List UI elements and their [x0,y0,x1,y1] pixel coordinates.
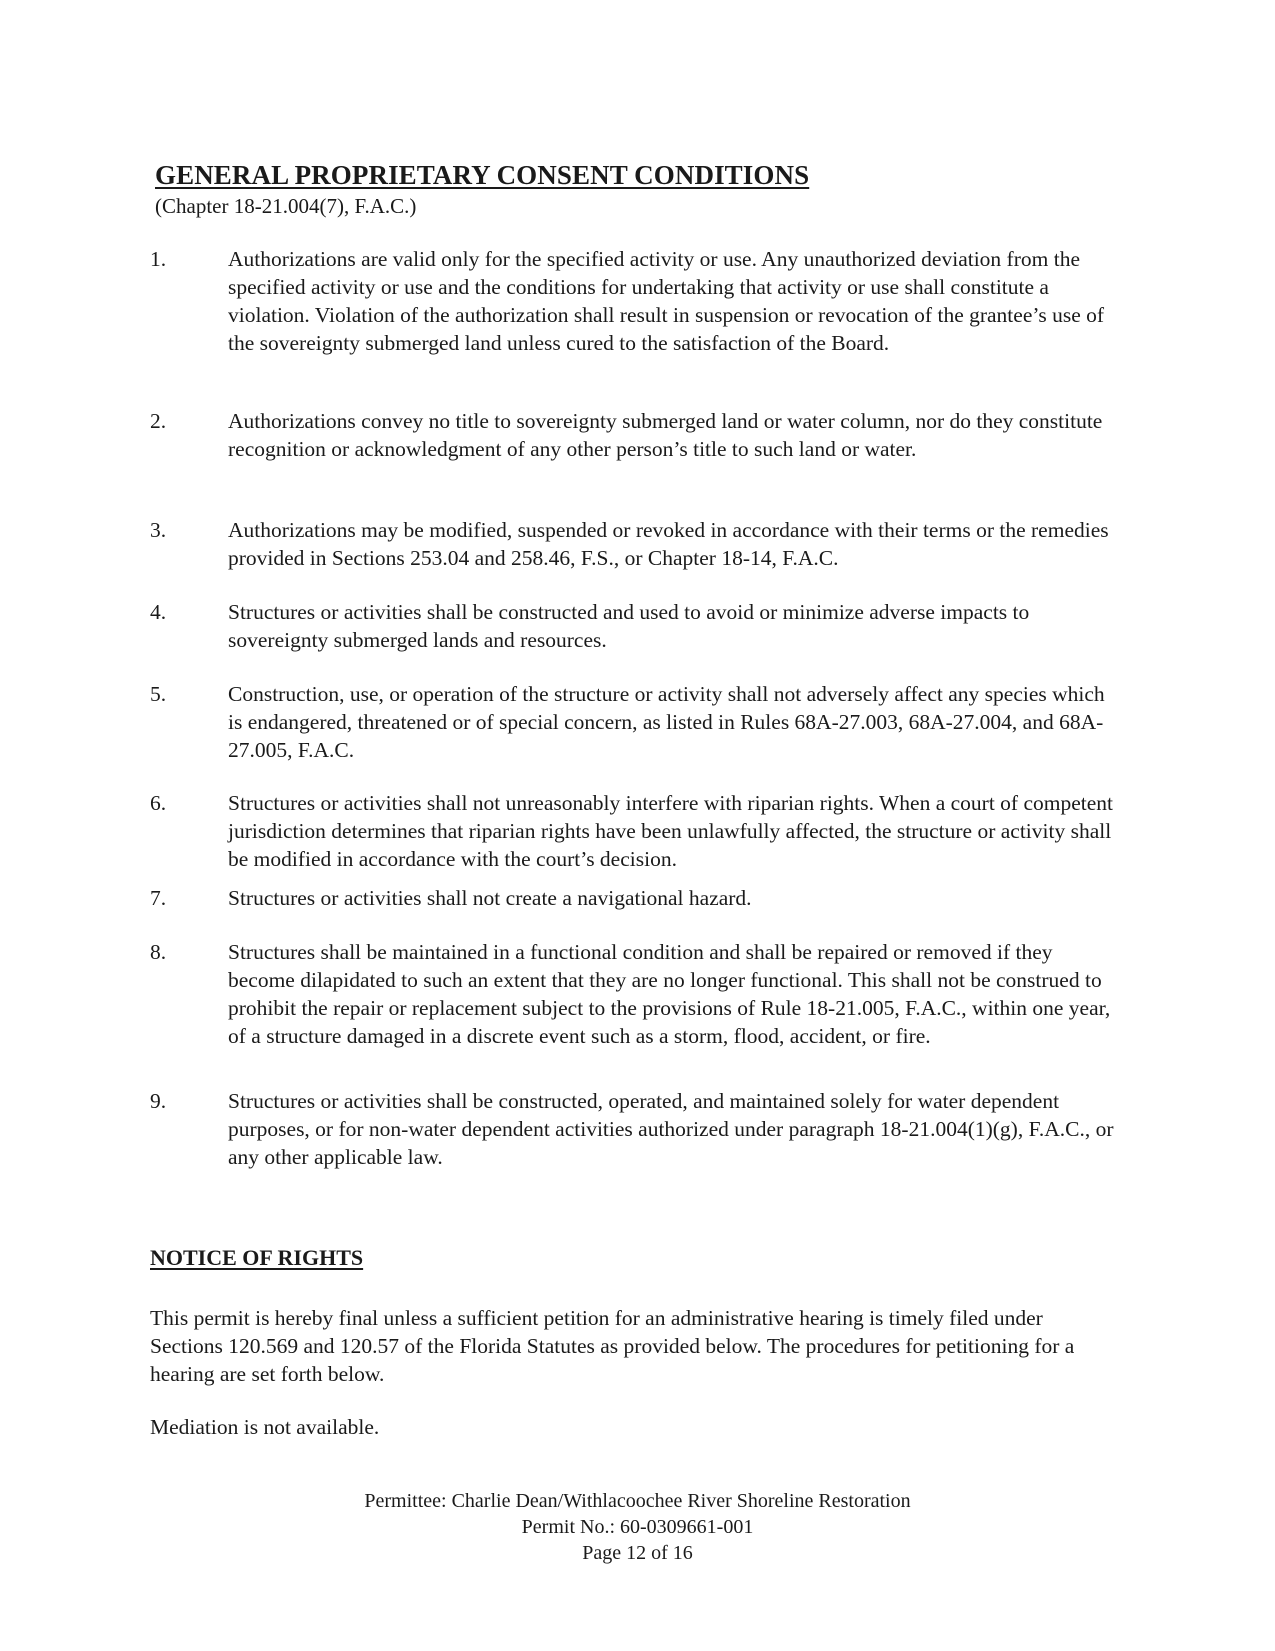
condition-text: Structures or activities shall be constructed, operated, and maintained solely for water dependent purposes, or for non-water dependent activities authorized under paragraph 18-21.004(1)(g), F.A.C., or any other applicable law. [228,1089,1114,1169]
condition-number: 1. [150,247,167,271]
page-title: GENERAL PROPRIETARY CONSENT CONDITIONS [155,160,810,190]
condition-text: Authorizations convey no title to sovereignty submerged land or water column, nor do they constitute recognition or acknowledgment of any other person’s title to such land or water. [228,409,1103,461]
footer-permit-number: Permit No.: 60-0309661-001 [521,1516,754,1538]
condition-text: Authorizations may be modified, suspended or revoked in accordance with their terms or the remedies provided in Sections 253.04 and 258.46, F.S., or Chapter 18-14, F.A.C. [228,518,1109,570]
condition-number: 9. [150,1089,167,1113]
condition-text: Structures or activities shall not unreasonably interfere with riparian rights. When a court of competent jurisdiction determines that riparian rights have been unlawfully affected, the structure or activity shall be modified in accordance with the court’s decision. [228,791,1114,871]
condition-number: 7. [150,886,167,910]
condition-number: 3. [150,518,167,542]
page-footer [0,1488,1275,1566]
condition-number: 4. [150,600,167,624]
condition-text: Structures shall be maintained in a functional condition and shall be repaired or removed if they become dilapidated to such an extent that they are no longer functional. This shall not be construed to prohibit the repair or replacement subject to the provisions of Rule 18-21.005, F.A.C., within one year, of a structure damaged in a discrete event such as a storm, flood, accident, or fire. [228,940,1111,1048]
page-subtitle: (Chapter 18-21.004(7), F.A.C.) [155,194,417,218]
condition-text: Construction, use, or operation of the structure or activity shall not adversely affect any species which is endangered, threatened or of special concern, as listed in Rules 68A-27.003, 68A-27.004, and 68A-27.005, F.A.C. [228,682,1105,762]
footer-page-number: Page 12 of 16 [582,1542,693,1564]
mediation-paragraph: Mediation is not available. [150,1415,380,1439]
condition-text: Structures or activities shall not create a navigational hazard. [228,886,752,910]
condition-number: 5. [150,682,167,706]
notice-paragraph: This permit is hereby final unless a sufficient petition for an administrative hearing is timely filed under Sections 120.569 and 120.57 of the Florida Statutes as provided below. The procedures for petitioning for a hearing are set forth below. [150,1306,1075,1386]
notice-of-rights-heading: NOTICE OF RIGHTS [150,1245,364,1270]
footer-permittee: Permittee: Charlie Dean/Withlacoochee River Shoreline Restoration [364,1490,911,1512]
condition-number: 8. [150,940,167,964]
condition-number: 6. [150,791,167,815]
condition-text: Authorizations are valid only for the specified activity or use. Any unauthorized deviation from the specified activity or use and the conditions for undertaking that activity or use shall constitute a violation. Violation of the authorization shall result in suspension or revocation of the grantee’s use of the sovereignty submerged land unless cured to the satisfaction of the Board. [228,247,1105,355]
condition-text: Structures or activities shall be constructed and used to avoid or minimize adverse impacts to sovereignty submerged lands and resources. [228,600,1030,652]
condition-number: 2. [150,409,167,433]
